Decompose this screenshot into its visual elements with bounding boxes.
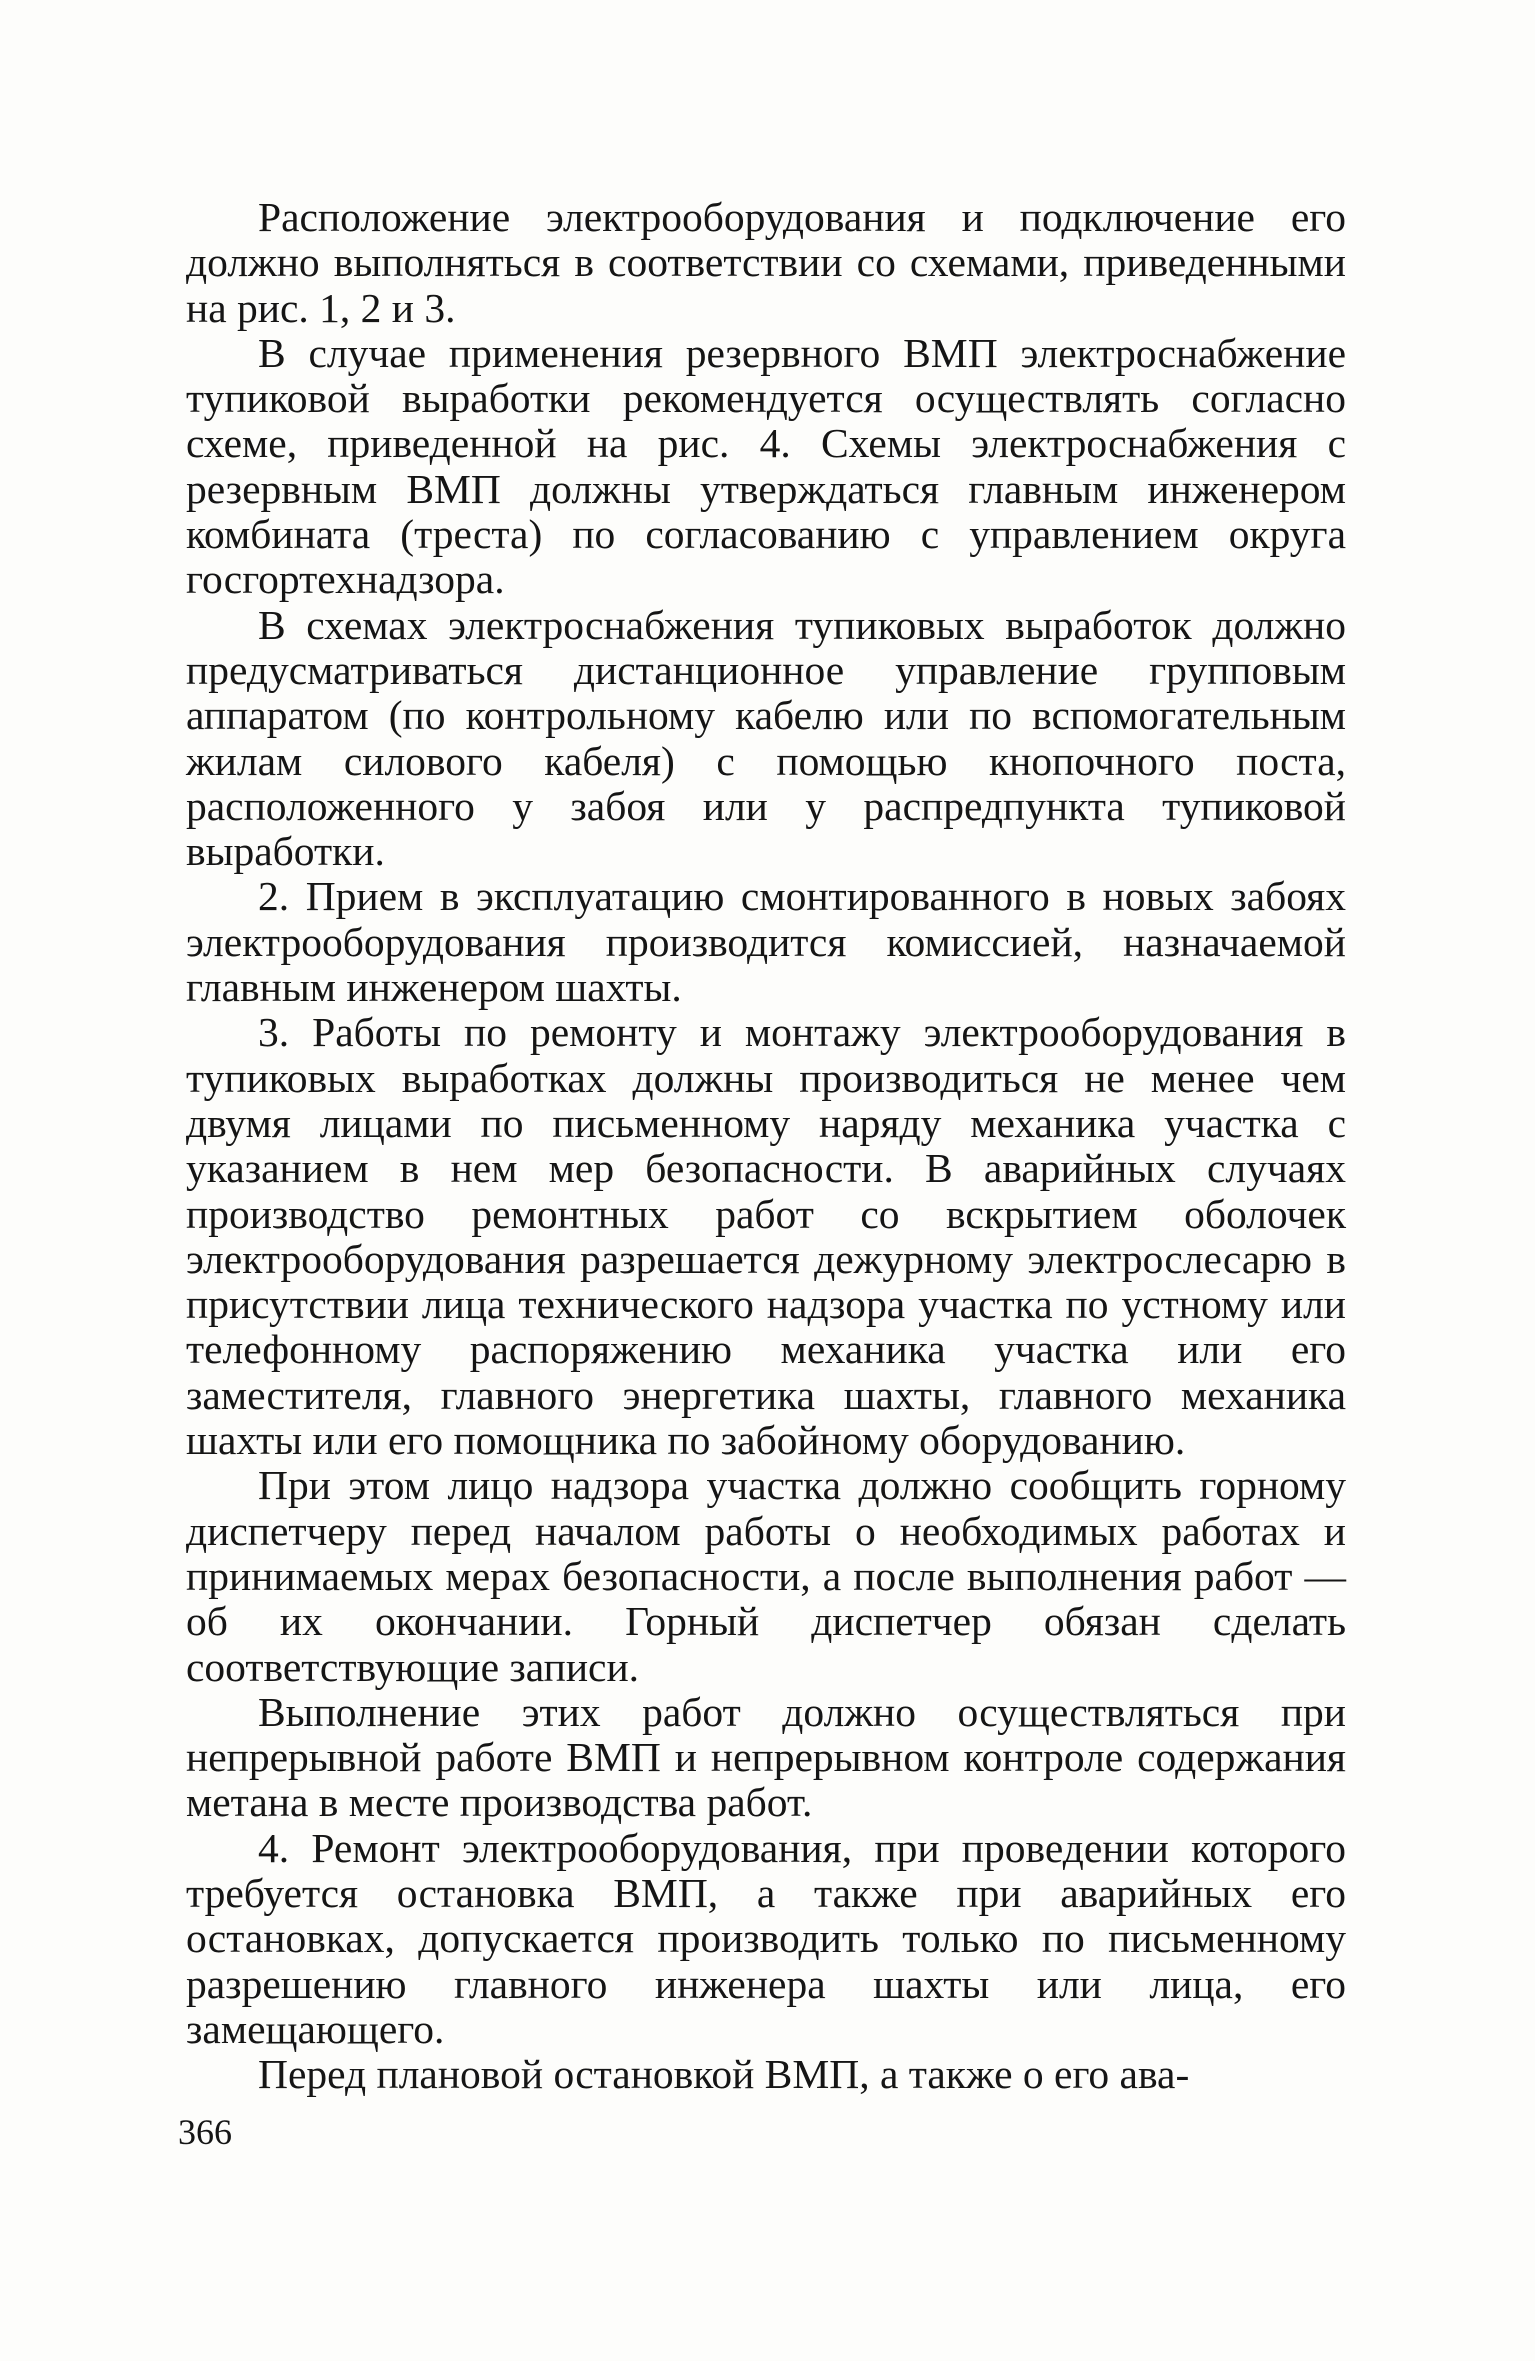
paragraph-equipment-layout: Расположение электрооборудования и подключение его должно выполняться в соответствии со схемами, приведенными на рис. 1, 2 и 3.	[186, 194, 1346, 331]
paragraph-methane-control: Выполнение этих работ должно осуществляться при непрерывной работе ВМП и непрерывном контроле содержания метана в месте производства работ.	[186, 1688, 1346, 1826]
paragraph-dispatcher: При этом лицо надзора участка должно сообщить горному диспетчеру перед началом работы о необходимых работах и принимаемых мерах безопасности, а после выполнения работ — об их окончании. Горный диспетчер обязан сделать соответствующие записи.	[186, 1462, 1346, 1690]
paragraph-remote-control: В схемах электроснабжения тупиковых выработок должно предусматриваться дистанционное управление групповым аппаратом (по контрольному кабелю или по вспомогательным жилам силового кабеля) с помощью кнопочного поста, расположенного у забоя или у распредпункта тупиковой выработки.	[186, 601, 1346, 875]
body-text	[186, 195, 1346, 2097]
paragraph-item-2: 2. Прием в эксплуатацию смонтированного в новых забоях электрооборудования производится комиссией, назначаемой главным инженером шахты.	[186, 873, 1346, 1011]
paragraph-item-3: 3. Работы по ремонту и монтажу электрооборудования в тупиковых выработках должны производиться не менее чем двумя лицами по письменному наряду механика участка с указанием в нем мер безопасности. В аварийных случаях производство ремонтных работ со вскрытием оболочек электрооборудования разрешается дежурному электрослесарю в присутствии лица технического надзора участка по устному или телефонному распоряжению механика участка или его заместителя, главного энергетика шахты, главного механика шахты или его помощника по забойному оборудованию.	[186, 1009, 1346, 1464]
page-number: 366	[178, 2112, 232, 2152]
paragraph-planned-stop: Перед плановой остановкой ВМП, а также о его ава-	[258, 2051, 1190, 2098]
paragraph-reserve-fan: В случае применения резервного ВМП электроснабжение тупиковой выработки рекомендуется осуществлять согласно схеме, приведенной на рис. 4. Схемы электроснабжения с резервным ВМП должны утверждаться главным инженером комбината (треста) по согласованию с управлением округа госгортехнадзора.	[186, 329, 1346, 603]
paragraph-item-4: 4. Ремонт электрооборудования, при проведении которого требуется остановка ВМП, а также при аварийных его остановках, допускается производить только по письменному разрешению главного инженера шахты или лица, его замещающего.	[186, 1824, 1346, 2052]
